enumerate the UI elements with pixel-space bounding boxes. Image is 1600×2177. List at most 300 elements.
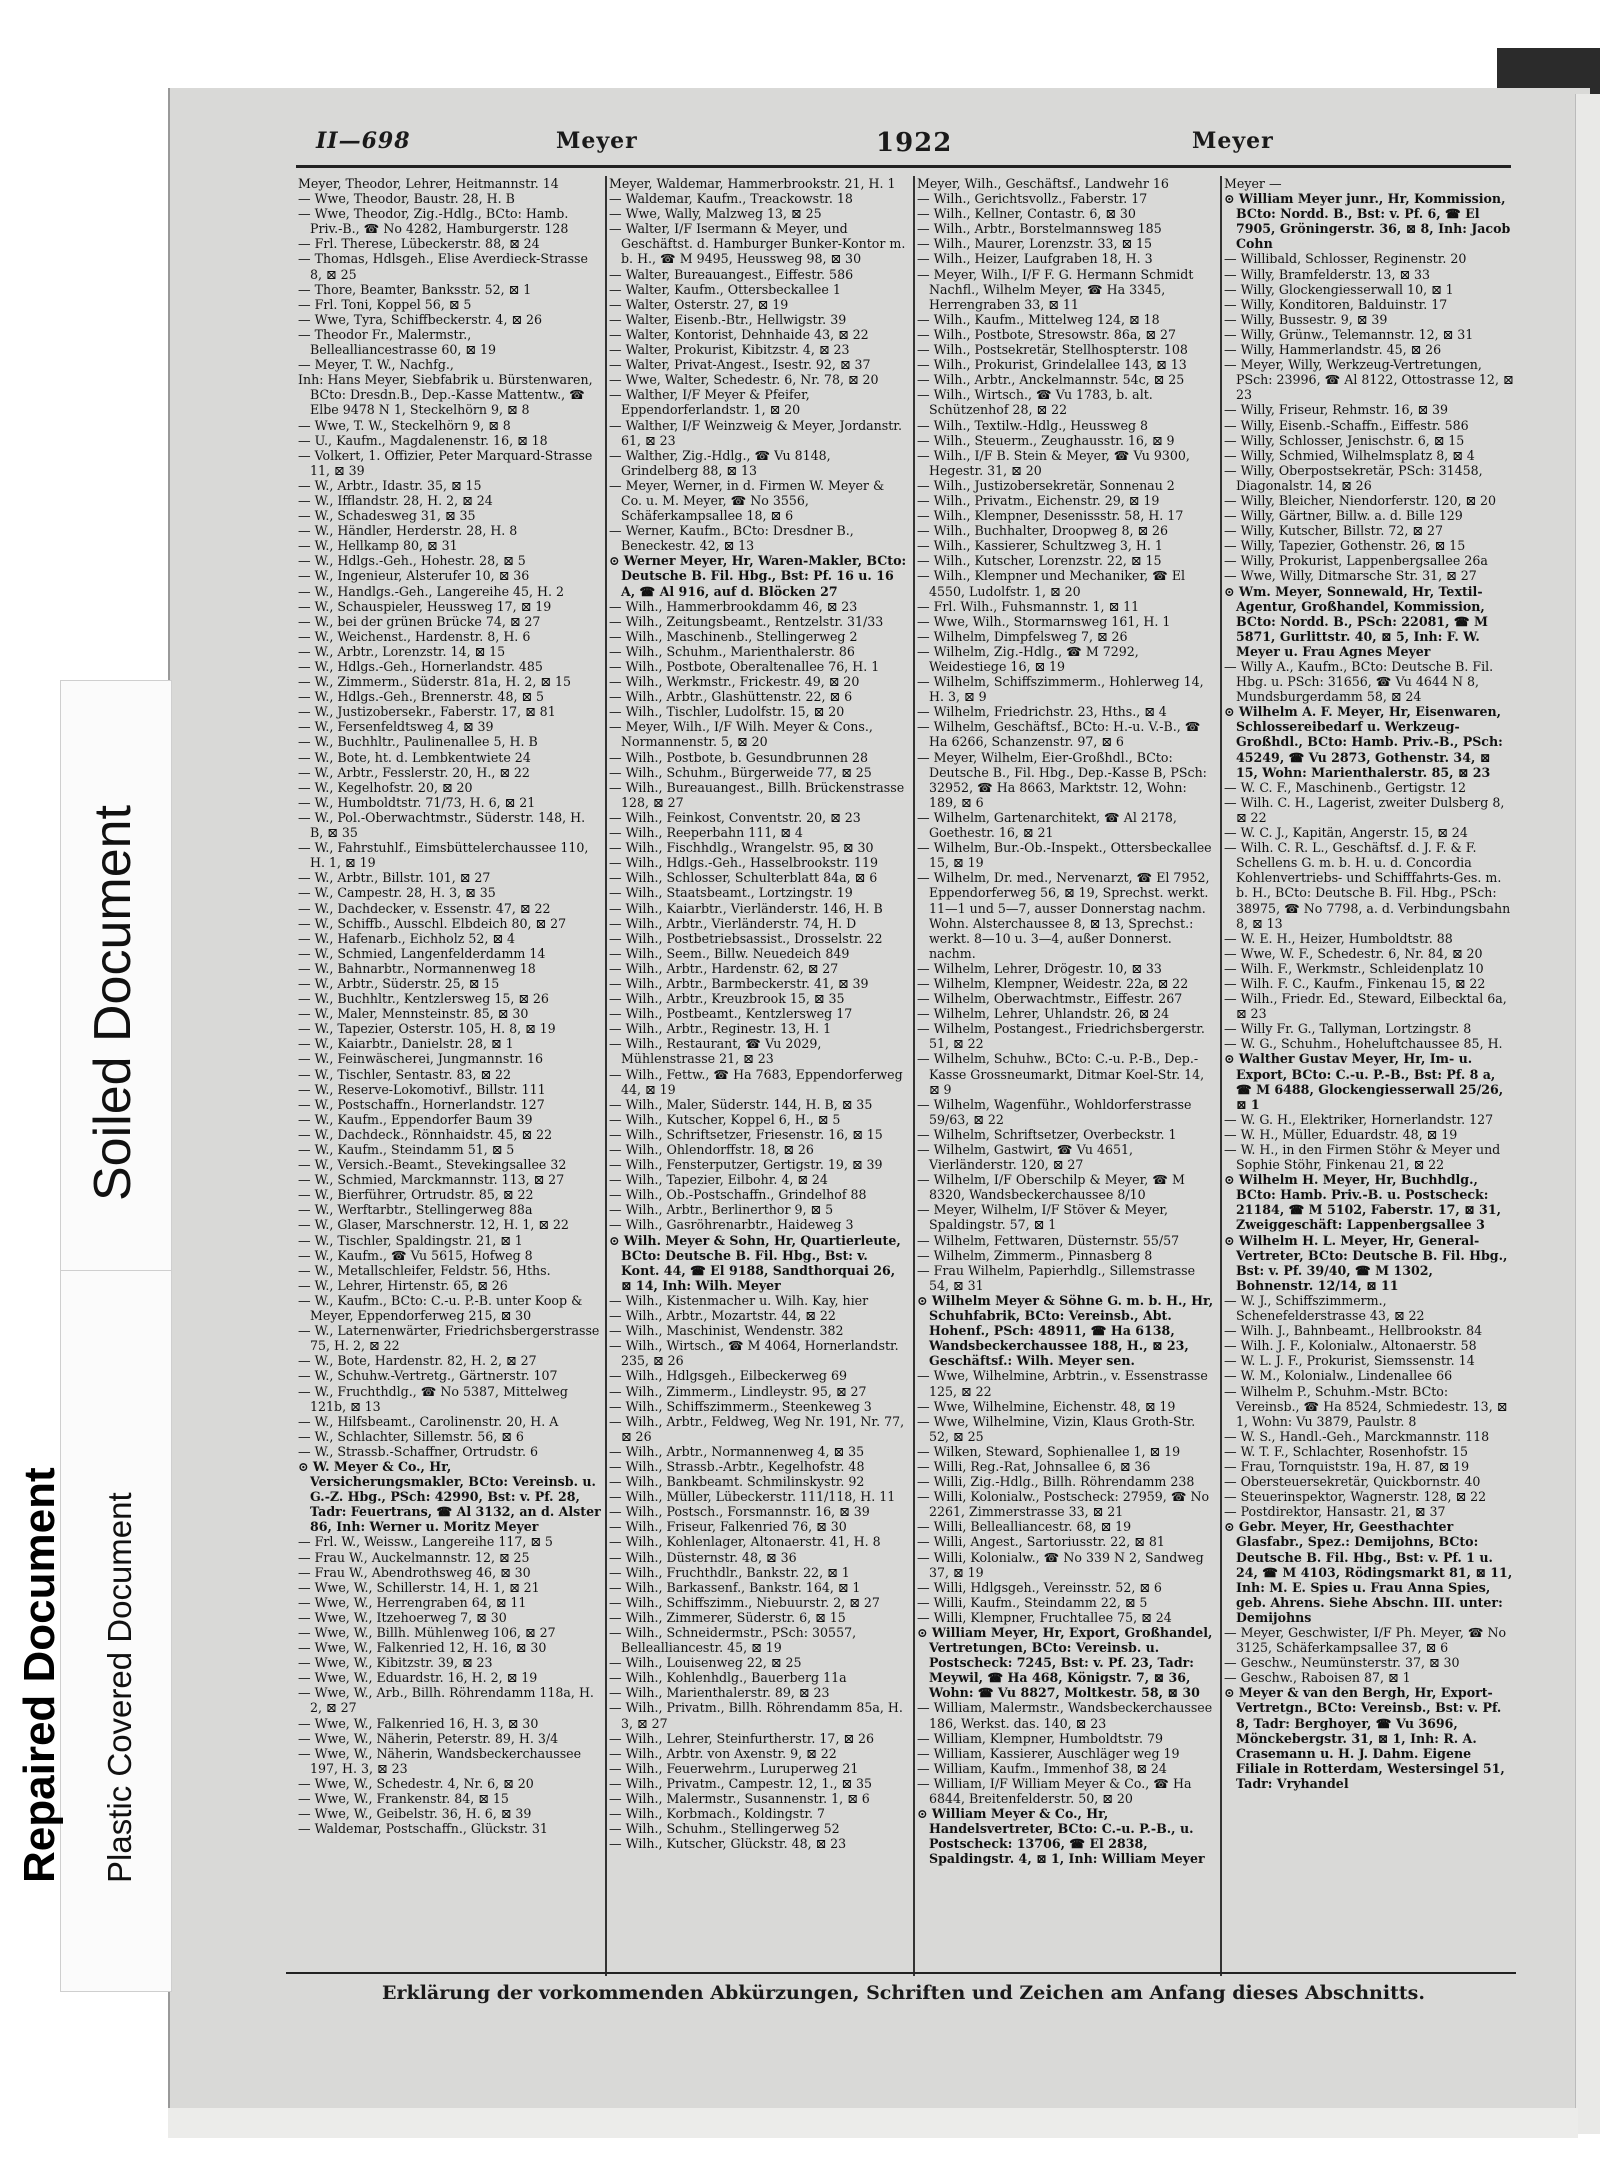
directory-entry: — W., Kaiarbtr., Danielstr. 28, ⊠ 1 (298, 1036, 514, 1052)
directory-entry: — Willibald, Schlosser, Reginenstr. 20 (1224, 251, 1467, 267)
directory-entry: — Waldemar, Kaufm., Treackowstr. 18 (609, 191, 853, 207)
directory-entry: — Steuerinspektor, Wagnerstr. 128, ⊠ 22 (1224, 1489, 1487, 1505)
header-rule (296, 165, 1511, 168)
directory-entry: — W., Kaufm., ☎ Vu 5615, Hofweg 8 (298, 1247, 533, 1263)
directory-entry: — Wwe, Wilhelmine, Arbtrin., v. Essenstrasse 125, ⊠ 22 (917, 1368, 1208, 1399)
directory-entry: — Wilh., Privatm., Eichenstr. 29, ⊠ 19 (917, 492, 1160, 508)
directory-entry: — Wwe, Wilhelmine, Eichenstr. 48, ⊠ 19 (917, 1398, 1176, 1414)
directory-entry: — Willi, Reg.-Rat, Johnsallee 6, ⊠ 36 (917, 1458, 1151, 1474)
directory-entry: — W., Bote, ht. d. Lembkentwiete 24 (298, 749, 531, 765)
directory-entry: — Wilh., Fischhdlg., Wrangelstr. 95, ⊠ 30 (609, 840, 874, 856)
directory-entry: — W., Bahnarbtr., Normannenweg 18 (298, 960, 536, 976)
directory-entry: ⊙ William Meyer, Hr, Export, Großhandel, Vertretungen, BCto: Vereinsb. u. Postscheck: 7245, Bst: v. Pf. 23, Tadr: Meywil, ☎ Ha 468, Königstr. 7, ⊠ 36, Wohn: ☎ Vu 8827, Moltkestr. 58, ⊠ 30 (917, 1625, 1213, 1701)
directory-entry: — Wwe, W., Schedestr. 4, Nr. 6, ⊠ 20 (298, 1775, 534, 1791)
directory-entry: — Wilh., Maschinenb., Stellingerweg 2 (609, 628, 858, 644)
directory-entry: — Wwe, W., Falkenried 16, H. 3, ⊠ 30 (298, 1715, 539, 1731)
directory-entry: — W., Tapezier, Osterstr. 105, H. 8, ⊠ 19 (298, 1021, 556, 1037)
directory-entry: Meyer, Theodor, Lehrer, Heitmannstr. 14 (298, 176, 559, 191)
directory-entry: — Wwe, Wally, Malzweg 13, ⊠ 25 (609, 206, 822, 222)
directory-entry: ⊙ Meyer & van den Bergh, Hr, Export-Vertretgn., BCto: Vereinsb., Bst: v. Pf. 8, Tadr: Berghoyer, ☎ Vu 3696, Mönckebergstr. 31, ⊠ 1, Inh: R. A. Crasemann u. H. J. Dahm. Eigene Filiale in Rotterdam, Westersingel 51, Tadr: Vryhandel (1224, 1685, 1505, 1791)
directory-entry: — Wilhelm P., Schuhm.-Mstr. BCto: Vereinsb., ☎ Ha 8524, Schmiedestr. 13, ⊠ 1, Wohn: Vu 3879, Paulstr. 8 (1224, 1383, 1508, 1429)
directory-entry: — Wwe, W., Kibitzstr. 39, ⊠ 23 (298, 1655, 493, 1671)
directory-entry: — W., Schmied, Langenfelderdamm 14 (298, 945, 546, 961)
directory-entry: — Wilh., Reeperbahn 111, ⊠ 4 (609, 825, 803, 841)
directory-entry: — Wilh., Privatm., Billh. Röhrendamm 85a, H. 3, ⊠ 27 (609, 1700, 903, 1731)
directory-entry: — Wilh., Kutscher, Glückstr. 48, ⊠ 23 (609, 1836, 847, 1852)
directory-entry: — Wwe, W., Billh. Mühlenweg 106, ⊠ 27 (298, 1625, 556, 1640)
directory-entry: — Willy, Schlosser, Jenischstr. 6, ⊠ 15 (1224, 432, 1465, 448)
directory-entry: — Walter, Osterstr. 27, ⊠ 19 (609, 296, 789, 312)
directory-entry: — Wilh., Werkmstr., Frickestr. 49, ⊠ 20 (609, 674, 860, 690)
directory-entry: — Willy, Tapezier, Gothenstr. 26, ⊠ 15 (1224, 538, 1466, 554)
directory-entry: — W., Campestr. 28, H. 3, ⊠ 35 (298, 885, 496, 901)
header-right-name: Meyer (1192, 128, 1274, 154)
directory-entry: — Wilh., Strassb.-Arbtr., Kegelhofstr. 48 (609, 1458, 865, 1474)
directory-entry: — Meyer, Geschwister, I/F Ph. Meyer, ☎ No 3125, Schäferkampsallee 37, ⊠ 6 (1224, 1625, 1507, 1656)
directory-entry: — Willy A., Kaufm., BCto: Deutsche B. Fil. Hbg. u. PSch: 31656, ☎ Vu 4644 N 8, Mundsburgerdamm 58, ⊠ 24 (1224, 659, 1494, 705)
directory-entry: — Wwe, W., Itzehoerweg 7, ⊠ 30 (298, 1609, 507, 1625)
directory-entry: — Wwe, Theodor, Zig.-Hdlg., BCto: Hamb. Priv.-B., ☎ No 4282, Hamburgerstr. 128 (298, 206, 569, 237)
directory-entry: — W., Arbtr., Süderstr. 25, ⊠ 15 (298, 975, 500, 991)
directory-entry: — Wilh., Postbote, Stresowstr. 86a, ⊠ 27 (917, 326, 1177, 342)
directory-entry: — Walter, Kontorist, Dehnhaide 43, ⊠ 22 (609, 326, 869, 342)
directory-entry: — Wwe, Wilh., Stormarnsweg 161, H. 1 (917, 613, 1171, 629)
directory-entry: — Walther, I/F Meyer & Pfeifer, Eppendorferlandstr. 1, ⊠ 20 (609, 387, 810, 418)
directory-entry: — Wilh., Justizobersekretär, Sonnenau 2 (917, 477, 1175, 493)
directory-entry: — W., Kaufm., Steindamm 51, ⊠ 5 (298, 1142, 515, 1157)
directory-entry: — Wilh., Postbetriebsassist., Drosselstr. 22 (609, 930, 883, 946)
directory-entry: — Wilh., Schiffszimm., Niebuurstr. 2, ⊠ 27 (609, 1594, 880, 1610)
directory-entry: — Wilh., Kutscher, Lorenzstr. 22, ⊠ 15 (917, 553, 1162, 569)
directory-entry: — Wilh., Bureauangest., Billh. Brückenstrasse 128, ⊠ 27 (609, 779, 905, 810)
directory-entry: — Frau, Tornquiststr. 19a, H. 87, ⊠ 19 (1224, 1458, 1470, 1474)
directory-entry: — W., Tischler, Sentastr. 83, ⊠ 22 (298, 1066, 512, 1082)
directory-entry: — Wilh., Kohlenhdlg., Bauerberg 11a (609, 1670, 847, 1686)
directory-entry: — W. S., Handl.-Geh., Marckmannstr. 118 (1224, 1428, 1490, 1444)
repaired-document-label: Repaired Document (15, 1467, 64, 1883)
directory-entry: — Willi, Klempner, Fruchtallee 75, ⊠ 24 (917, 1609, 1172, 1625)
directory-entry: — Wilh., Arbtr., Anckelmannstr. 54c, ⊠ 25 (917, 372, 1185, 388)
directory-entry: — W., Schlachter, Sillemstr. 56, ⊠ 6 (298, 1428, 524, 1444)
directory-entry: — Wilh., Postbote, b. Gesundbrunnen 28 (609, 749, 869, 765)
directory-entry: — W., Schiffb., Ausschl. Elbdeich 80, ⊠ 27 (298, 915, 567, 931)
directory-entry: — William, Kassierer, Auschläger weg 19 (917, 1745, 1180, 1761)
directory-entry: — Meyer, Wilhelm, Eier-Großhdl., BCto: Deutsche B., Fil. Hbg., Dep.-Kasse B, PSch: 32952, ☎ Ha 8663, Marktstr. 12, Wohn: 189, ⊠ 6 (917, 749, 1207, 810)
directory-entry: — Wilh., Kutscher, Koppel 6, H., ⊠ 5 (609, 1111, 841, 1127)
directory-entry: — Wilhelm, Lehrer, Uhlandstr. 26, ⊠ 24 (917, 1006, 1170, 1022)
directory-entry: — W., Fahrstuhlf., Eimsbüttelerchaussee 110, H. 1, ⊠ 19 (298, 840, 589, 871)
directory-entry: ⊙ W. Meyer & Co., Hr, Versicherungsmakler, BCto: Vereinsb. u. G.-Z. Hbg., PSch: 42990, Bst: v. Pf. 28, Tadr: Feuertrans, ☎ Al 3132, an d. Alster 86, Inh: Werner u. Moritz Meyer (298, 1458, 601, 1535)
directory-entry: — Wilhelm, Dr. med., Nervenarzt, ☎ El 7952, Eppendorferweg 56, ⊠ 19, Sprechst. werkt. 11—1 und 5—7, ausser Donnerstag nachm. Wohn. Alsterchaussee 8, ⊠ 13, Sprechst.: werkt. 8—10 u. 3—4, außer Donnerst. nachm. (917, 870, 1210, 961)
directory-entry: ⊙ Wilhelm A. F. Meyer, Hr, Eisenwaren, Schlossereibedarf u. Werkzeug-Großhdl., BCto: Hamb. Priv.-B., PSch: 45249, ☎ Vu 2873, Gothenstr. 34, ⊠ 15, Wohn: Marienthalerstr. 85, ⊠ 23 (1224, 704, 1503, 780)
directory-entry: — Frau W., Auckelmannstr. 12, ⊠ 25 (298, 1549, 530, 1565)
directory-entry: — Wilhelm, Gastwirt, ☎ Vu 4651, Vierländerstr. 120, ⊠ 27 (917, 1142, 1134, 1173)
directory-entry: — William, Kaufm., Immenhof 38, ⊠ 24 (917, 1760, 1167, 1776)
directory-entry: — Wilhelm, Bur.-Ob.-Inspekt., Ottersbeckallee 15, ⊠ 19 (917, 840, 1212, 871)
directory-entry: — Walter, Eisenb.-Btr., Hellwigstr. 39 (609, 311, 847, 327)
directory-column-4 (1224, 176, 1514, 1966)
directory-entry: — Wwe, W., Arb., Billh. Röhrendamm 118a, H. 2, ⊠ 27 (298, 1685, 594, 1716)
directory-entry: — W. J., Schiffszimmerm., Schenefelderstrasse 43, ⊠ 22 (1224, 1292, 1425, 1324)
directory-entry: — Wilh., Arbtr., Borstelmannsweg 185 (917, 221, 1162, 237)
directory-entry: — Willy, Kutscher, Billstr. 72, ⊠ 27 (1224, 523, 1443, 539)
directory-entry: — W., Lehrer, Hirtenstr. 65, ⊠ 26 (298, 1277, 508, 1293)
directory-entry: — Willy, Konditoren, Balduinstr. 17 (1224, 296, 1448, 312)
directory-entry: — Wilh., Schuhm., Stellingerweg 52 (609, 1821, 840, 1837)
directory-entry: — Wilhelm, Gartenarchitekt, ☎ Al 2178, Goethestr. 16, ⊠ 21 (917, 809, 1177, 841)
directory-entry: — W., Glaser, Marschnerstr. 12, H. 1, ⊠ 22 (298, 1217, 569, 1233)
repaired-document-tab (15, 1270, 172, 1992)
directory-entry: — Willy, Glockengiesserwall 10, ⊠ 1 (1224, 281, 1454, 297)
directory-entry: — Wilh., Postbote, Oberaltenallee 76, H. 1 (609, 659, 880, 674)
directory-entry: — Wilh., Fettw., ☎ Ha 7683, Eppendorferweg 44, ⊠ 19 (609, 1066, 903, 1097)
directory-entry: — Wilh., Feinkost, Conventstr. 20, ⊠ 23 (609, 809, 861, 825)
directory-entry: — Wwe, Wilhelmine, Vizin, Klaus Groth-Str. 52, ⊠ 25 (917, 1413, 1196, 1444)
directory-entry: — Wilh., Ob.-Postschaffn., Grindelhof 88 (609, 1187, 867, 1203)
directory-entry: — Wilh., Arbtr., Hardenstr. 62, ⊠ 27 (609, 960, 839, 976)
directory-entry: — W. C. J., Kapitän, Angerstr. 15, ⊠ 24 (1224, 825, 1468, 841)
directory-column-3 (917, 176, 1216, 1966)
directory-entry: — Wilhelm, Geschäftsf., BCto: H.-u. V.-B., ☎ Ha 6266, Schanzenstr. 97, ⊠ 6 (917, 719, 1201, 750)
column-divider (605, 176, 607, 1976)
plastic-covered-label: Plastic Covered Document (101, 1492, 138, 1883)
directory-entry: — Thomas, Hdlsgeh., Elise Averdieck-Strasse 8, ⊠ 25 (298, 251, 588, 282)
directory-entry: — Wilhelm, Dimpfelsweg 7, ⊠ 26 (917, 628, 1128, 644)
directory-entry: — Willi, Zig.-Hdlg., Billh. Röhrendamm 238 (917, 1474, 1195, 1490)
directory-entry: — Frau W., Abendrothsweg 46, ⊠ 30 (298, 1564, 531, 1580)
directory-entry: — Willy, Friseur, Rehmstr. 16, ⊠ 39 (1224, 402, 1449, 418)
directory-entry: — Wilh., Zimmerer, Süderstr. 6, ⊠ 15 (609, 1609, 846, 1625)
directory-entry: — Willy, Bussestr. 9, ⊠ 39 (1224, 311, 1388, 327)
directory-entry: — William, I/F William Meyer & Co., ☎ Ha 6844, Breitenfelderstr. 50, ⊠ 20 (917, 1775, 1192, 1807)
directory-entry: — Wilh., Hdlgs.-Geh., Hasselbrookstr. 119 (609, 855, 878, 871)
page-bottom-margin (168, 2108, 1578, 2138)
directory-entry: — Wilh., Ohlendorffstr. 18, ⊠ 26 (609, 1142, 814, 1157)
directory-entry: — Wilh., Restaurant, ☎ Vu 2029, Mühlenstrasse 21, ⊠ 23 (609, 1036, 822, 1067)
directory-entry: — Wilh., Fruchthdlr., Bankstr. 22, ⊠ 1 (609, 1564, 850, 1580)
directory-entry: — W., Weichenst., Hardenstr. 8, H. 6 (298, 628, 531, 644)
directory-entry: — Willy, Oberpostsekretär, PSch: 31458, Diagonalstr. 14, ⊠ 26 (1224, 462, 1483, 493)
page-edge (1575, 94, 1600, 2134)
directory-entry: — W., Schadesweg 31, ⊠ 35 (298, 508, 476, 524)
directory-entry: — W. C. F., Maschinenb., Gertigstr. 12 (1224, 779, 1467, 795)
directory-entry: — Wilh., Arbtr., Glashüttenstr. 22, ⊠ 6 (609, 689, 853, 705)
directory-entry: — Wilh., Hammerbrookdamm 46, ⊠ 23 (609, 598, 858, 614)
directory-entry: — Wilh., Heizer, Laufgraben 18, H. 3 (917, 251, 1153, 267)
directory-entry: ⊙ Wilhelm H. L. Meyer, Hr, General-Vertreter, BCto: Deutsche B. Fil. Hbg., Bst: v. Pf. 39/40, ☎ M 1302, Bohnenstr. 12/14, ⊠ 11 (1224, 1232, 1508, 1293)
directory-entry: — Wilh., Schneidermstr., PSch: 30557, Bellealliancestr. 45, ⊠ 19 (609, 1625, 857, 1656)
directory-entry: — Willy, Bramfelderstr. 13, ⊠ 33 (1224, 266, 1431, 282)
directory-entry: — W., Arbtr., Lorenzstr. 14, ⊠ 15 (298, 643, 506, 659)
directory-entry: — Wilhelm, Postangest., Friedrichsbergerstr. 51, ⊠ 22 (917, 1021, 1205, 1052)
directory-entry: — Wilh., Bankbeamt. Schmilinskystr. 92 (609, 1474, 865, 1490)
soiled-document-tab (60, 680, 172, 1282)
directory-entry: — W., Dachdecker, v. Essenstr. 47, ⊠ 22 (298, 900, 551, 916)
directory-entry: — Willy, Eisenb.-Schaffn., Eiffestr. 586 (1224, 417, 1469, 433)
directory-entry: — W., Hilfsbeamt., Carolinenstr. 20, H. A (298, 1413, 559, 1429)
directory-entry: — Wilh., Zimmerm., Lindleystr. 95, ⊠ 27 (609, 1383, 867, 1399)
directory-entry: — Thore, Beamter, Banksstr. 52, ⊠ 1 (298, 281, 532, 297)
directory-entry: — W., Feinwäscherei, Jungmannstr. 16 (298, 1051, 544, 1067)
directory-entry: — Wwe, W., Eduardstr. 16, H. 2, ⊠ 19 (298, 1670, 538, 1686)
directory-entry: — Obersteuersekretär, Quickbornstr. 40 (1224, 1474, 1481, 1490)
directory-entry: — Wilh., Kassierer, Schultzweg 3, H. 1 (917, 538, 1163, 554)
directory-entry: ⊙ Gebr. Meyer, Hr, Geesthachter Glasfabr., Spez.: Demijohns, BCto: Deutsche B. Fil. Hbg., Bst: v. Pf. 1 u. 24, ☎ M 4103, Rödingsmarkt 81, ⊠ 11, Inh: M. E. Spies u. Frau Anna Spies, geb. Ahrens. Siehe Abschn. III. unter: Demijohns (1224, 1519, 1513, 1625)
directory-entry: — W., Ifflandstr. 28, H. 2, ⊠ 24 (298, 492, 493, 508)
directory-entry: — W., Metallschleifer, Feldstr. 56, Hths. (298, 1262, 551, 1278)
directory-entry: — W., Kaufm., Eppendorfer Baum 39 (298, 1111, 533, 1127)
directory-entry: — Willi, Kolonialw., ☎ No 339 N 2, Sandweg 37, ⊠ 19 (917, 1549, 1204, 1580)
directory-entry: — W. E. H., Heizer, Humboldtstr. 88 (1224, 930, 1453, 946)
directory-entry: — William, Malermstr., Wandsbeckerchaussee 186, Werkst. das. 140, ⊠ 23 (917, 1700, 1213, 1731)
directory-entry: — Wilh., Textilw.-Hdlg., Heussweg 8 (917, 417, 1149, 433)
directory-entry: — Wilh., Arbtr., Berlinerthor 9, ⊠ 5 (609, 1202, 834, 1218)
directory-entry: — W., Dachdeck., Rönnhaidstr. 45, ⊠ 22 (298, 1126, 553, 1142)
directory-entry: — Walter, Kaufm., Ottersbeckallee 1 (609, 281, 841, 297)
directory-entry: — W., Fersenfeldtsweg 4, ⊠ 39 (298, 719, 494, 735)
directory-entry: — Wilh. C. R. L., Geschäftsf. d. J. F. & F. Schellens G. m. b. H. u. d. Concordia Kohlenvertriebs- und Schifffahrts-Ges. m. b. H., BCto: Deutsche B. Fil. Hbg., PSch: 38975, ☎ No 7798, a. d. Verbindungsbahn 8, ⊠ 13 (1224, 840, 1511, 931)
directory-entry: — Wwe, W., Herrengraben 64, ⊠ 11 (298, 1594, 527, 1610)
directory-entry: — Wilh., Buchhalter, Droopweg 8, ⊠ 26 (917, 523, 1169, 539)
directory-entry: — W. T. F., Schlachter, Rosenhofstr. 15 (1224, 1443, 1468, 1459)
directory-entry: — Willi, Kolonialw., Postscheck: 27959, ☎ No 2261, Zimmerstrasse 33, ⊠ 21 (917, 1489, 1210, 1520)
directory-entry: — Theodor Fr., Malermstr., Bellealliancestrasse 60, ⊠ 19 (298, 326, 496, 358)
directory-entry: — Willy, Prokurist, Lappenbergsallee 26a (1224, 553, 1488, 569)
directory-entry: — Wilh. F., Werkmstr., Schleidenplatz 10 (1224, 960, 1484, 976)
directory-entry: — Wilh., Arbtr., Normannenweg 4, ⊠ 35 (609, 1443, 865, 1459)
directory-entry: — W., Schauspieler, Heussweg 17, ⊠ 19 (298, 598, 552, 614)
soiled-document-label: Soiled Document (84, 805, 142, 1201)
directory-entry: — W., Postschaffn., Hornerlandstr. 127 (298, 1096, 545, 1112)
directory-entry: — Willy, Grünw., Telemannstr. 12, ⊠ 31 (1224, 326, 1474, 342)
directory-entry: — Wilh., Arbtr., Vierländerstr. 74, H. D (609, 915, 857, 931)
directory-entry: — Wilh., Lehrer, Steinfurtherstr. 17, ⊠ 26 (609, 1730, 875, 1746)
directory-entry: — Willi, Angest., Sartoriusstr. 22, ⊠ 81 (917, 1534, 1165, 1550)
directory-entry: — Wilh., Feuerwehrm., Luruperweg 21 (609, 1760, 859, 1776)
directory-entry: — Willy, Schmied, Wilhelmsplatz 8, ⊠ 4 (1224, 447, 1475, 463)
directory-entry: — Wwe, W., Falkenried 12, H. 16, ⊠ 30 (298, 1640, 547, 1656)
directory-entry: — Volkert, 1. Offizier, Peter Marquard-Strasse 11, ⊠ 39 (298, 447, 593, 478)
directory-entry: — W. G. H., Elektriker, Hornerlandstr. 127 (1224, 1111, 1494, 1127)
footer-rule (286, 1972, 1516, 1974)
directory-entry: — Geschw., Neumünsterstr. 37, ⊠ 30 (1224, 1655, 1460, 1671)
directory-entry: — Wilken, Steward, Sophienallee 1, ⊠ 19 (917, 1443, 1181, 1459)
directory-entry: — Willy, Gärtner, Billw. a. d. Bille 129 (1224, 508, 1463, 524)
directory-entry: — W., Strassb.-Schaffner, Ortrudstr. 6 (298, 1443, 539, 1459)
directory-entry: — Wilh., Müller, Lübeckerstr. 111/118, H. 11 (609, 1489, 896, 1505)
directory-entry: — Walther, I/F Weinzweig & Meyer, Jordanstr. 61, ⊠ 23 (609, 417, 902, 448)
directory-entry: — Wwe, W., Schillerstr. 14, H. 1, ⊠ 21 (298, 1579, 540, 1595)
directory-entry: — Meyer, Willy, Werkzeug-Vertretungen, PSch: 23996, ☎ Al 8122, Ottostrasse 12, ⊠ 23 (1224, 357, 1514, 403)
directory-entry: — W., Handlgs.-Geh., Langereihe 45, H. 2 (298, 583, 565, 599)
directory-entry: — U., Kaufm., Magdalenenstr. 16, ⊠ 18 (298, 432, 548, 448)
directory-entry: — Wilh., Kistenmacher u. Wilh. Kay, hier (609, 1292, 869, 1308)
directory-entry: — Wilh., Kellner, Contastr. 6, ⊠ 30 (917, 206, 1136, 222)
directory-entry: — Wilh., Schlosser, Schulterblatt 84a, ⊠ 6 (609, 870, 878, 886)
directory-entry: — Wilh. C. H., Lagerist, zweiter Dulsberg 8, ⊠ 22 (1224, 794, 1505, 825)
page-number: II—698 (316, 128, 411, 154)
directory-entry: — Wilh., Friseur, Falkenried 76, ⊠ 30 (609, 1519, 847, 1535)
directory-entry: — W., Tischler, Spaldingstr. 21, ⊠ 1 (298, 1232, 523, 1248)
directory-entry: — Waldemar, Postschaffn., Glückstr. 31 (298, 1821, 548, 1837)
directory-entry: — W., Werftarbtr., Stellingerweg 88a (298, 1202, 533, 1218)
directory-entry: — Wilhelm, Friedrichstr. 23, Hths., ⊠ 4 (917, 704, 1167, 720)
directory-entry: — Wilhelm, Zig.-Hdlg., ☎ M 7292, Weidestiege 16, ⊠ 19 (917, 643, 1139, 674)
directory-entry: — W., Humboldtstr. 71/73, H. 6, ⊠ 21 (298, 794, 536, 810)
directory-entry: — W. G., Schuhm., Hoheluftchaussee 85, H. (1224, 1036, 1503, 1052)
directory-entry: — W. L. J. F., Prokurist, Siemssenstr. 14 (1224, 1353, 1475, 1369)
directory-entry: — Wwe, Tyra, Schiffbeckerstr. 4, ⊠ 26 (298, 311, 543, 327)
directory-entry: — Wilh., Maschinist, Wendenstr. 382 (609, 1323, 844, 1339)
directory-entry: — Wilh., Arbtr., Mozartstr. 44, ⊠ 22 (609, 1308, 836, 1324)
directory-entry: — Frl. Therese, Lübeckerstr. 88, ⊠ 24 (298, 236, 540, 252)
directory-entry: — W., Ingenieur, Alsterufer 10, ⊠ 36 (298, 568, 530, 584)
directory-entry: — Wilh., Wirtsch., ☎ M 4064, Hornerlandstr. 235, ⊠ 26 (609, 1338, 899, 1369)
directory-entry: — Wilhelm, Fettwaren, Düsternstr. 55/57 (917, 1232, 1180, 1248)
directory-entry: ⊙ Walther Gustav Meyer, Hr, Im- u. Export, BCto: C.-u. P.-B., Bst: Pf. 8 a, ☎ M 6488, Glockengiesserwall 25/26, ⊠ 1 (1224, 1051, 1504, 1112)
directory-entry: — W., Hdlgs.-Geh., Brennerstr. 48, ⊠ 5 (298, 689, 545, 705)
directory-entry: Meyer — (1224, 176, 1282, 191)
directory-entry: Meyer, Waldemar, Hammerbrookstr. 21, H. 1 (609, 176, 896, 191)
directory-entry: — Meyer, Werner, in d. Firmen W. Meyer & Co. u. M. Meyer, ☎ No 3556, Schäferkampsallee 18, ⊠ 6 (609, 477, 885, 524)
directory-entry: — Wwe, W., Geibelstr. 36, H. 6, ⊠ 39 (298, 1806, 532, 1822)
directory-entry: — Wilh. J., Bahnbeamt., Hellbrookstr. 84 (1224, 1323, 1483, 1339)
directory-entry: — W., Arbtr., Fesslerstr. 20, H., ⊠ 22 (298, 764, 530, 780)
directory-entry: — Wilh., Arbtr., Reginestr. 13, H. 1 (609, 1021, 832, 1037)
directory-entry: ⊙ Wm. Meyer, Sonnewald, Hr, Textil-Agentur, Großhandel, Kommission, BCto: Nordd. B., PSch: 22081, ☎ M 5871, Gurlittstr. 40, ⊠ 5, Inh: F. W. Meyer u. Frau Agnes Meyer (1224, 583, 1488, 659)
directory-entry: — Geschw., Raboisen 87, ⊠ 1 (1224, 1670, 1411, 1686)
directory-entry: — Meyer, T. W., Nachfg., (298, 357, 454, 373)
directory-entry: — Walter, I/F Isermann & Meyer, und Geschäftst. d. Hamburger Bunker-Kontor m. b. H., ☎ M 9495, Heussweg 98, ⊠ 30 (609, 221, 906, 267)
directory-entry: — Postdirektor, Hansastr. 21, ⊠ 37 (1224, 1504, 1446, 1520)
directory-entry: — Meyer, Wilhelm, I/F Stöver & Meyer, Spaldingstr. 57, ⊠ 1 (917, 1202, 1169, 1233)
directory-entry: — Wwe, W., Näherin, Peterstr. 89, H. 3/4 (298, 1730, 559, 1746)
directory-entry: — Wilh., Arbtr. von Axenstr. 9, ⊠ 22 (609, 1745, 837, 1761)
directory-entry: — Wilh., Prokurist, Grindelallee 143, ⊠ 13 (917, 357, 1187, 373)
directory-entry: — Wilh., Seem., Billw. Neuedeich 849 (609, 945, 850, 961)
directory-entry: — W., Hdlgs.-Geh., Hohestr. 28, ⊠ 5 (298, 553, 526, 569)
directory-entry: — W., Buchhltr., Paulinenallee 5, H. B (298, 734, 538, 750)
abbreviation-note: Erklärung der vorkommenden Abkürzungen, Schriften und Zeichen am Anfang dieses Abschnitts. (382, 1982, 1425, 2004)
directory-entry: — W. H., Müller, Eduardstr. 48, ⊠ 19 (1224, 1126, 1458, 1142)
column-divider (913, 176, 915, 1976)
directory-entry: — Wwe, W. F., Schedestr. 6, Nr. 84, ⊠ 20 (1224, 945, 1483, 961)
directory-entry: — Wilh., Düsternstr. 48, ⊠ 36 (609, 1549, 797, 1565)
directory-entry: ⊙ William Meyer & Co., Hr, Handelsvertreter, BCto: C.-u. P.-B., u. Postscheck: 13706, ☎ El 2838, Spaldingstr. 4, ⊠ 1, Inh: William Meyer (917, 1806, 1205, 1867)
directory-entry: — Wilhelm, Lehrer, Drögestr. 10, ⊠ 33 (917, 960, 1162, 976)
directory-entry: — W., Schuhw.-Vertretg., Gärtnerstr. 107 (298, 1368, 558, 1384)
directory-entry: — Wilh., Zeitungsbeamt., Rentzelstr. 31/33 (609, 613, 884, 629)
directory-entry: — Wwe, T. W., Steckelhörn 9, ⊠ 8 (298, 417, 511, 433)
directory-entry: — Wilhelm, Wagenführ., Wohldorferstrasse 59/63, ⊠ 22 (917, 1096, 1192, 1127)
directory-entry: — Wilh., Kaufm., Mittelweg 124, ⊠ 18 (917, 311, 1160, 327)
directory-entry: ⊙ Wilh. Meyer & Sohn, Hr, Quartierleute, BCto: Deutsche B. Fil. Hbg., Bst: v. Kont. 44, ☎ El 9188, Sandthorquai 26, ⊠ 14, Inh: Wilh. Meyer (609, 1232, 901, 1293)
directory-entry: — Meyer, Wilh., I/F Wilh. Meyer & Cons., Normannenstr. 5, ⊠ 20 (609, 719, 873, 750)
directory-entry: — Wilh., Gerichtsvollz., Faberstr. 17 (917, 191, 1148, 207)
directory-column-2 (609, 176, 909, 1966)
directory-entry: — Walter, Bureauangest., Eiffestr. 586 (609, 266, 854, 282)
directory-entry: — Meyer, Wilh., I/F F. G. Hermann Schmidt Nachfl., Wilhelm Meyer, ☎ Ha 3345, Herrengraben 33, ⊠ 11 (917, 266, 1194, 312)
directory-entry: — Walther, Zig.-Hdlg., ☎ Vu 8148, Grindelberg 88, ⊠ 13 (609, 447, 831, 478)
directory-entry: — W., Hafenarb., Eichholz 52, ⊠ 4 (298, 930, 516, 946)
directory-entry: — Wilh., Barkassenf., Bankstr. 164, ⊠ 1 (609, 1579, 861, 1595)
directory-entry: — W., Hellkamp 80, ⊠ 31 (298, 538, 458, 554)
directory-entry: — W., Pol.-Oberwachtmstr., Süderstr. 148, H. B, ⊠ 35 (298, 809, 586, 841)
directory-entry: — W., Kaufm., BCto: C.-u. P.-B. unter Koop & Meyer, Eppendorferweg 215, ⊠ 30 (298, 1292, 583, 1324)
directory-entry: — W., Reserve-Lokomotivf., Billstr. 111 (298, 1081, 546, 1097)
directory-entry: — Wilhelm, I/F Oberschilp & Meyer, ☎ M 8320, Wandsbeckerchaussee 8/10 (917, 1172, 1185, 1203)
directory-entry: — Wilh., Schriftsetzer, Friesenstr. 16, ⊠ 15 (609, 1126, 883, 1142)
directory-entry: — W., Bote, Hardenstr. 82, H. 2, ⊠ 27 (298, 1353, 537, 1369)
directory-entry: — Wwe, Theodor, Baustr. 28, H. B (298, 191, 515, 207)
directory-entry: — Wilhelm, Schuhw., BCto: C.-u. P.-B., Dep.-Kasse Grossneumarkt, Ditmar Koel-Str. 14, ⊠ 9 (917, 1051, 1205, 1097)
directory-entry: — Willy, Hammerlandstr. 45, ⊠ 26 (1224, 342, 1442, 358)
header-year: 1922 (876, 128, 953, 158)
directory-entry: — William, Klempner, Humboldtstr. 79 (917, 1730, 1164, 1746)
directory-entry: Meyer, Wilh., Geschäftsf., Landwehr 16 (917, 176, 1169, 191)
directory-entry: Inh: Hans Meyer, Siebfabrik u. Bürstenwaren, BCto: Dresdn.B., Dep.-Kasse Mattentw., ☎ Elbe 9478 N 1, Steckelhörn 9, ⊠ 8 (298, 372, 593, 418)
directory-entry: ⊙ Werner Meyer, Hr, Waren-Makler, BCto: Deutsche B. Fil. Hbg., Bst: Pf. 16 u. 16 A, ☎ Al 916, auf d. Blöcken 27 (609, 553, 907, 599)
directory-entry: — Wilhelm, Schriftsetzer, Overbeckstr. 1 (917, 1126, 1177, 1142)
directory-entry: — W., Hdlgs.-Geh., Hornerlandstr. 485 (298, 659, 543, 674)
directory-entry: — W., Zimmerm., Süderstr. 81a, H. 2, ⊠ 15 (298, 674, 572, 690)
directory-entry: — Wilh., Korbmach., Koldingstr. 7 (609, 1806, 825, 1822)
directory-entry: — Frl. W., Weissw., Langereihe 117, ⊠ 5 (298, 1534, 553, 1550)
directory-entry: — Wilh., Kohlenlager, Altonaerstr. 41, H. 8 (609, 1534, 881, 1550)
directory-entry: — Wwe, W., Frankenstr. 84, ⊠ 15 (298, 1791, 509, 1807)
directory-entry: — Wilh., Schuhm., Bürgerweide 77, ⊠ 25 (609, 764, 872, 780)
directory-column-1 (298, 176, 601, 1966)
column-divider (1220, 176, 1222, 1976)
directory-entry: — Wilh., Gasröhrenarbtr., Haideweg 3 (609, 1217, 854, 1233)
directory-entry: — Wilh., Postsekretär, Stellhospterstr. 108 (917, 342, 1188, 358)
directory-entry: — Wilh., Maurer, Lorenzstr. 33, ⊠ 15 (917, 236, 1153, 252)
directory-entry: — Wilh., Marienthalerstr. 89, ⊠ 23 (609, 1685, 830, 1701)
directory-entry: — Wilh., Malermstr., Susannenstr. 1, ⊠ 6 (609, 1791, 870, 1807)
directory-entry: — W. H., in den Firmen Stöhr & Meyer und Sophie Stöhr, Finkenau 21, ⊠ 22 (1224, 1142, 1501, 1173)
directory-entry: — Frl. Toni, Koppel 56, ⊠ 5 (298, 296, 472, 312)
directory-entry: — Wilhelm, Oberwachtmstr., Eiffestr. 267 (917, 991, 1183, 1007)
directory-entry: — W., Schmied, Marckmannstr. 113, ⊠ 27 (298, 1172, 565, 1188)
directory-entry: — W., Kegelhofstr. 20, ⊠ 20 (298, 779, 473, 795)
directory-entry: — Wilh., Postbeamt., Kentzlersweg 17 (609, 1006, 853, 1022)
directory-entry: — Frau Wilhelm, Papierhdlg., Sillemstrasse 54, ⊠ 31 (917, 1262, 1196, 1293)
directory-entry: — Wilh., Postsch., Forsmannstr. 16, ⊠ 39 (609, 1504, 870, 1520)
directory-entry: — Werner, Kaufm., BCto: Dresdner B., Beneckestr. 42, ⊠ 13 (609, 523, 854, 554)
directory-entry: — W. M., Kolonialw., Lindenallee 66 (1224, 1368, 1453, 1384)
directory-entry: — Wilh., Arbtr., Kreuzbrook 15, ⊠ 35 (609, 991, 845, 1007)
directory-entry: ⊙ Wilhelm Meyer & Söhne G. m. b. H., Hr, Schuhfabrik, BCto: Vereinsb., Abt. Hohenf., PSch: 48911, ☎ Ha 6138, Wandsbeckerchaussee 188, H., ⊠ 23, Geschäftsf.: Wilh. Meyer sen. (917, 1292, 1214, 1369)
header-left-name: Meyer (556, 128, 638, 154)
directory-entry: — Wilh. J. F., Kolonialw., Altonaerstr. 58 (1224, 1338, 1477, 1354)
directory-entry: — Wilh., Hdlgsgeh., Eilbeckerweg 69 (609, 1368, 847, 1384)
directory-entry: — W., Bierführer, Ortrudstr. 85, ⊠ 22 (298, 1187, 534, 1203)
directory-entry: — Wilhelm, Klempner, Weidestr. 22a, ⊠ 22 (917, 975, 1189, 991)
directory-entry: — Wilh., Fensterputzer, Gertigstr. 19, ⊠ 39 (609, 1157, 883, 1173)
directory-entry: — Wilh., Arbtr., Barmbeckerstr. 41, ⊠ 39 (609, 975, 869, 991)
directory-entry: — Wilh., Klempner und Mechaniker, ☎ El 4550, Ludolfstr. 1, ⊠ 20 (917, 568, 1186, 599)
directory-entry: — W., Buchhltr., Kentzlersweg 15, ⊠ 26 (298, 991, 549, 1007)
directory-entry: — W., Maler, Mennsteinstr. 85, ⊠ 30 (298, 1006, 529, 1022)
directory-entry: ⊙ William Meyer junr., Hr, Kommission, BCto: Nordd. B., Bst: v. Pf. 6, ☎ El 7905, Gröningerstr. 36, ⊠ 8, Inh: Jacob Cohn (1224, 191, 1511, 252)
directory-entry: — Wilh., Schiffszimmerm., Steenkeweg 3 (609, 1398, 872, 1414)
directory-entry: — Willy Fr. G., Tallyman, Lortzingstr. 8 (1224, 1021, 1472, 1037)
directory-entry: — Wwe, W., Näherin, Wandsbeckerchaussee 197, H. 3, ⊠ 23 (298, 1745, 582, 1776)
directory-entry: — W., Händler, Herderstr. 28, H. 8 (298, 523, 518, 539)
directory-entry: — Willy, Bleicher, Niendorferstr. 120, ⊠ 20 (1224, 492, 1497, 508)
directory-entry: — Wilh., Maler, Süderstr. 144, H. B, ⊠ 35 (609, 1096, 873, 1112)
directory-entry: — Wwe, Walter, Schedestr. 6, Nr. 78, ⊠ 20 (609, 372, 879, 388)
